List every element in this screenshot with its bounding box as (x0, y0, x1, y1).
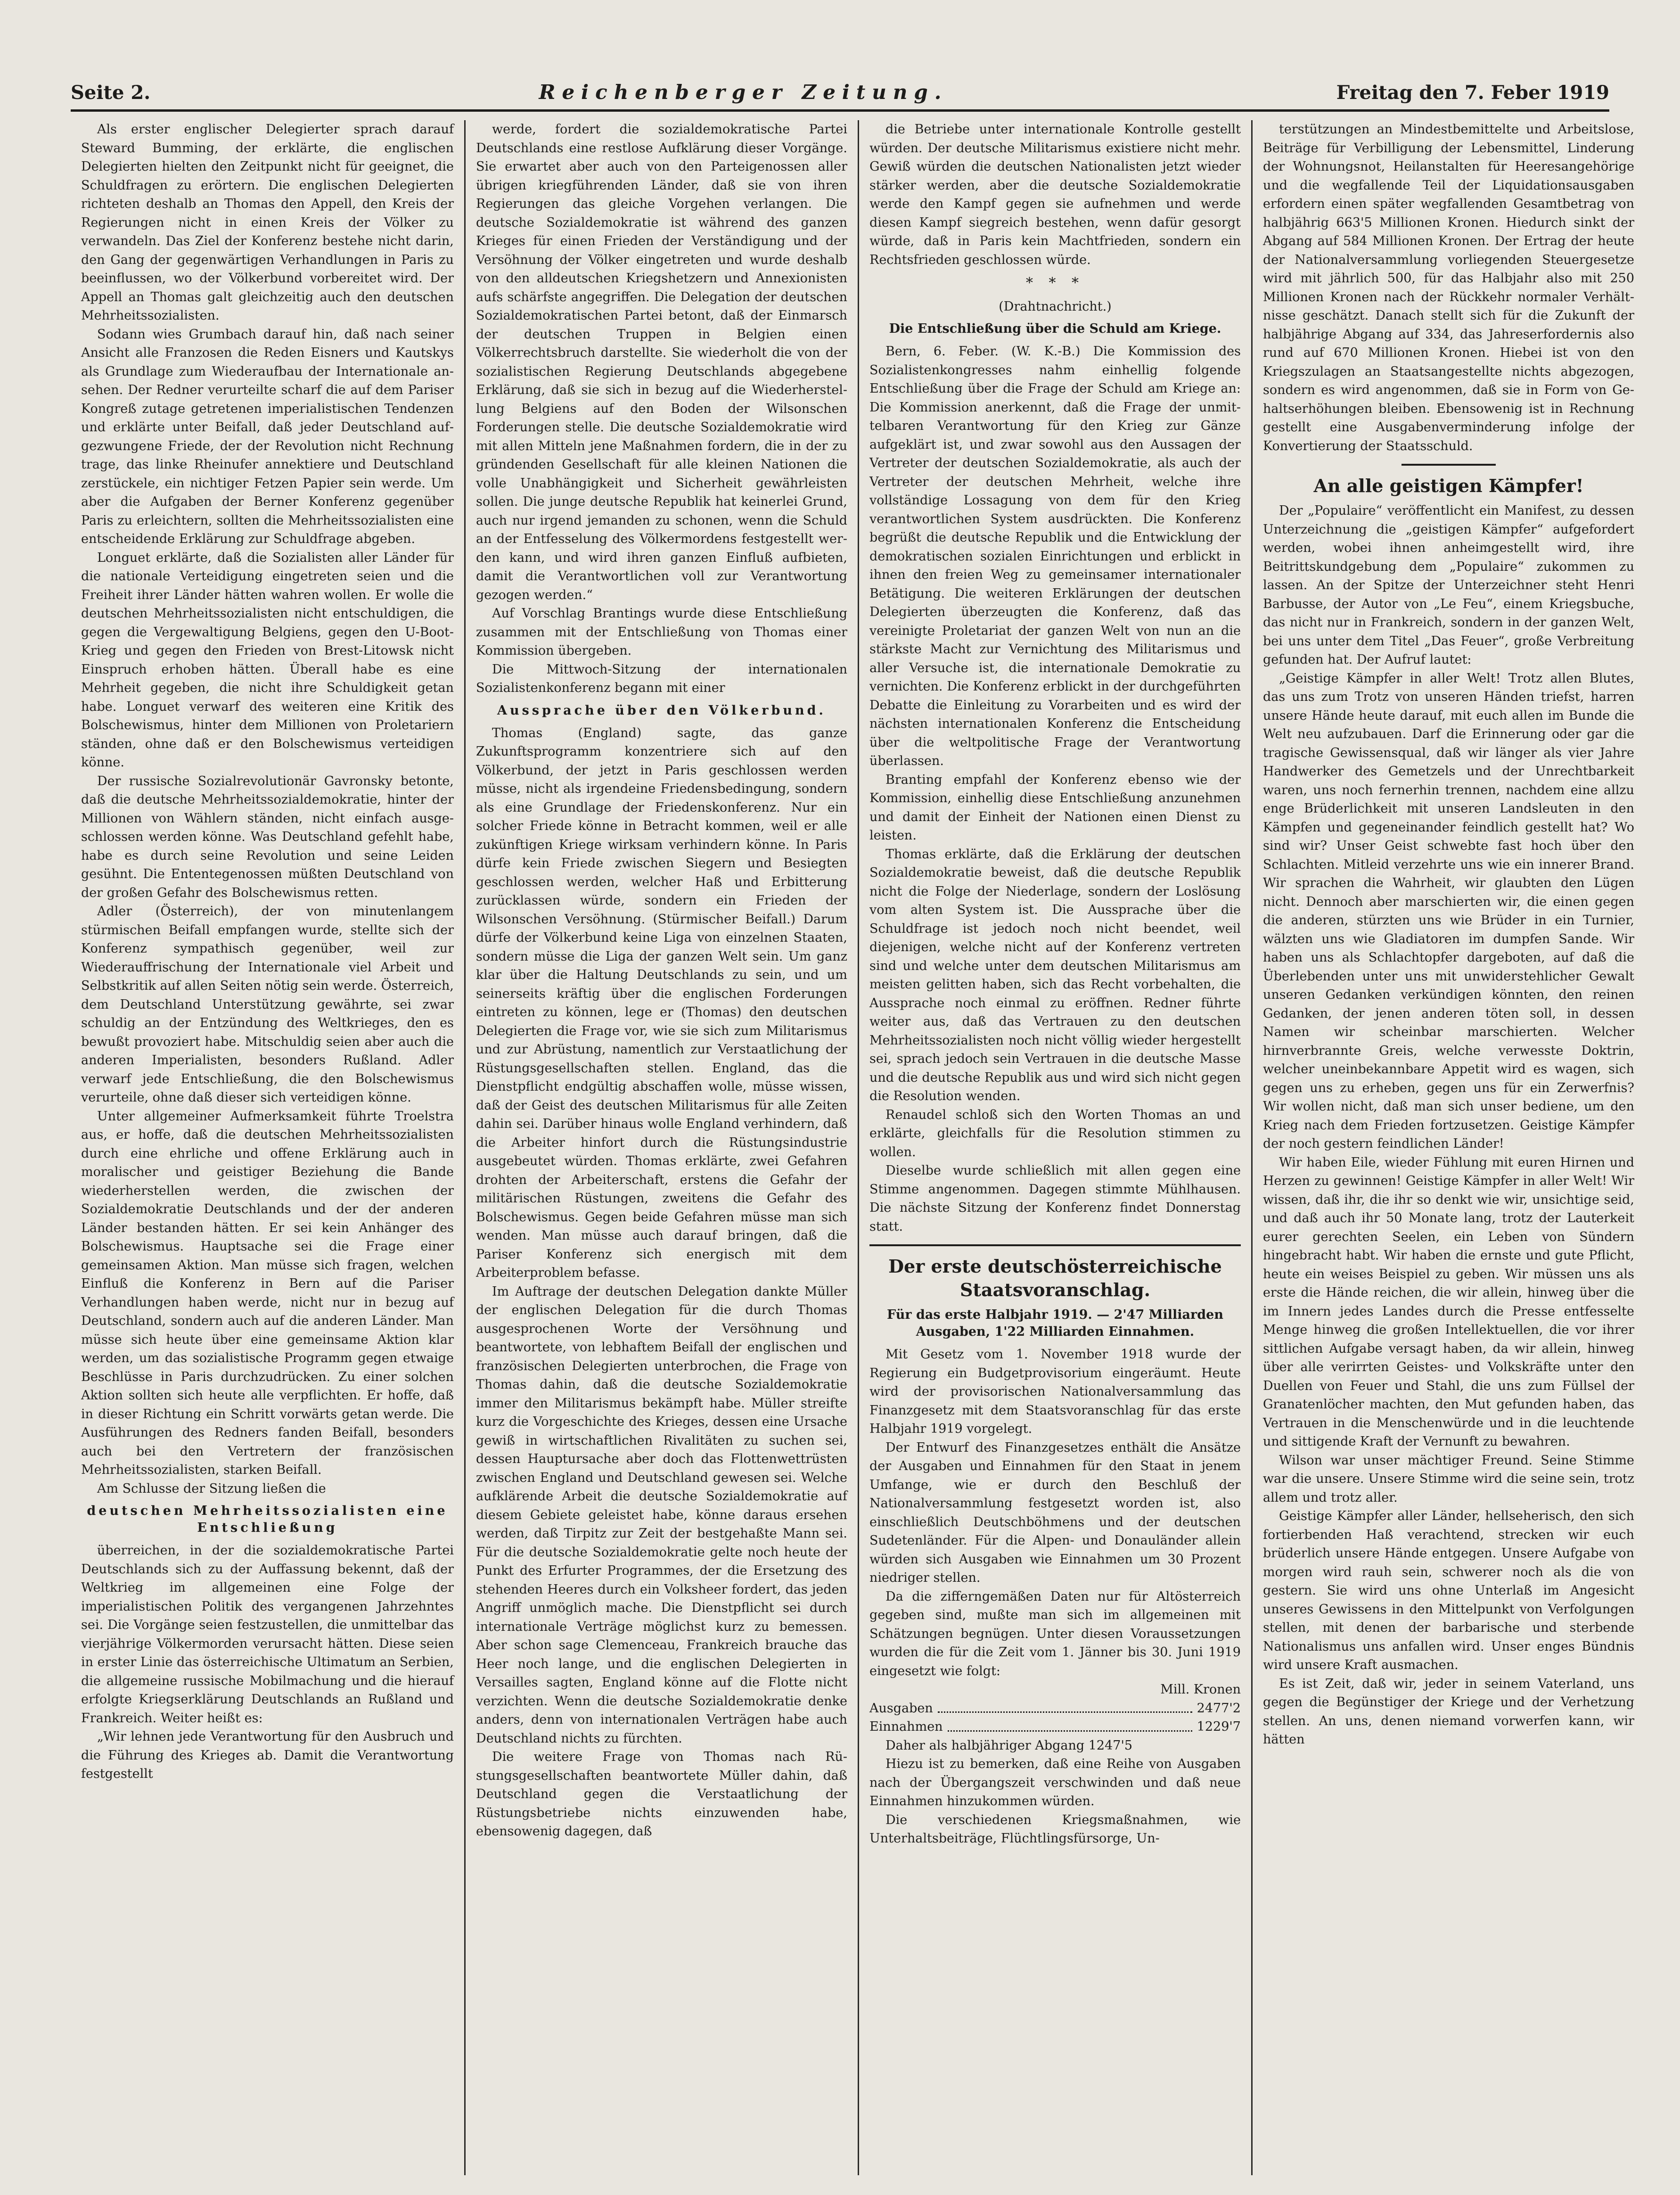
leader-dots (948, 1718, 1192, 1732)
section-subheading: Aussprache über den Völkerbund. (497, 703, 826, 718)
paragraph: Da die zifferngemäßen Daten nur für Altösterreich gegeben sind, mußte man sich im allgemeinen mit Schätzungen begnügen. Unter diesen Voraussetzungen wurden die für die Zeit vom 1. Jänner bis 30. Juni 1919 eingesetzt wie folgt: (869, 1589, 1241, 1678)
paragraph: Renaudel schloß sich den Worten Thomas an und erklärte, gleichfalls für die Resolution stimmen zu wollen. (869, 1107, 1241, 1159)
paragraph: Longuet erklärte, daß die Sozialisten aller Länder für die nationale Verteidigung eingetreten seien und die Freiheit ihrer Länder hätten wahren wollen. Er wolle die deutschen Mehrheitssozialisten nicht entschuldigen, die gegen die Vergewaltigung Belgiens, gegen den U-Boot-Krieg und gegen den Frieden von Brest-Litowsk nicht Einspruch erhoben hätten. Überall habe es eine Mehrheit gegeben, die nicht ihre Schuldigkeit getan habe. Longuet verwarf des weiteren eine Kritik des Bolschewismus, hinter dem Millionen von Proletariern ständen, ohne daß er den Bolschewismus verteidigen könne. (81, 550, 454, 770)
paragraph: die Betriebe unter internationale Kontrolle gestellt würden. Der deutsche Militarismus existiere nicht mehr. Gewiß würden die deutschen Nationalisten jetzt wieder stärker werden, aber die deutsche Sozialdemokratie werde den Kampf gegen sie aufnehmen und werde diesen Kampf siegreich bestehen, wenn dafür gesorgt würde, daß in Paris kein Machtfrieden, sondern ein Rechtsfrieden geschlossen würde. (869, 122, 1241, 267)
paragraph: Geistige Kämpfer aller Länder, hellseherisch, den sich fortierbenden Haß verachtend, strecken wir euch brüderlich unsere Hände entgegen. Unsere Aufgabe von morgen wird rauh sein, schwerer noch als die von gestern. Sie wird uns ohne Unterlaß im Angesicht unseres Gewissens in den Mittelpunkt von Verfolgungen stellen, mit denen der barbarische und sterbende Nationalismus uns anfallen wird. Unser enges Bündnis wird unsere Kraft ausmachen. (1263, 1509, 1634, 1672)
paragraph: Thomas erklärte, daß die Erklärung der deutschen Sozialdemokratie beweist, daß die deutsche Republik nicht die Folge der Niederlage, sondern der Loslösung vom alten System ist. Die Aussprache über die Schuldfrage ist jedoch noch nicht beendet, weil diejenigen, welche nicht auf der Konferenz vertreten sind und welche unter dem deutschen Militarismus am meisten gelitten haben, sich das Recht vorbehalten, die Aussprache noch einmal zu eröffnen. Redner führte weiter aus, daß das Vertrauen zu den deutschen Mehrheitssozialisten noch nicht völlig wieder hergestellt sei, sprach jedoch sein Vertrauen in die deutsche Masse und die deutsche Republik aus und wird sich nicht gegen die Resolution wenden. (869, 847, 1241, 1103)
paragraph: Unter allgemeiner Aufmerksamkeit führte Troelstra aus, er hoffe, daß die deutschen Mehrheitssozialisten durch eine ehrliche und offene Erklärung auch in moralischer und geistiger Beziehung die Bande wiederherstellen werden, die zwischen der Sozialdemokratie Deutschlands und der der anderen Länder bestanden hätten. Er sei kein Anhänger des Bolschewismus. Hauptsache sei die Frage einer gemeinsamen Aktion. Man müsse sich fragen, welchen Einfluß die Konferenz in Bern auf die Pariser Verhandlungen haben werde, nicht nur in bezug auf Deutschland, sondern auch auf die anderen Länder. Man müsse sich heute über eine gemeinsame Aktion klar werden, um das sozialistische Programm gegen etwaige Beschlüsse in Paris durchzudrücken. Zu einer solchen Aktion sollten sich heute alle verpflichten. Er hoffe, daß in dieser Richtung ein Schritt vorwärts getan werde. Die Ausführungen des Redners fanden Beifall, besonders auch bei den Vertretern der französischen Mehrheitssozialisten, starken Beifall. (81, 1109, 454, 1477)
table-value: 1229'7 (1196, 1719, 1241, 1734)
paragraph: Mit Gesetz vom 1. November 1918 wurde der Regierung ein Budgetprovisorium eingeräumt. Heute wird der provisorischen Nationalversammlung das Finanzgesetz mit dem Staatsvoranschlag für das erste Halbjahr 1919 vorgelegt. (869, 1347, 1241, 1436)
paragraph: überreichen, in der die sozialdemokratische Partei Deutschlands sich zu der Auffassung bekennt, daß der Weltkrieg im allgemeinen eine Folge der imperialistischen Politik des vergangenen Jahrzehntes sei. Die Vorgänge seien festzustellen, die unmittelbar das vierjährige Völkermorden verursacht hätten. Diese seien in erster Linie das österreichische Ultimatum an Serbien, die allgemeine russische Mobilmachung und die hierauf erfolgte Kriegserklärung Deutschlands an Rußland und Frankreich. Weiter heißt es: (81, 1543, 454, 1726)
paragraph: Dieselbe wurde schließlich mit allen gegen eine Stimme angenommen. Dagegen stimmte Mühlhausen. Die nächste Sitzung der Konferenz findet Donnerstag statt. (869, 1163, 1241, 1234)
table-row (869, 1718, 1241, 1736)
divider-rule (1401, 464, 1496, 466)
paragraph: Bern, 6. Feber. (W. K.-B.) Die Kommission des Sozialistenkongresses nahm einhellig folgende Entschließung über die Frage der Schuld am Kriege an: Die Kommission anerkennt, daß die Frage der unmittelbaren Verantwortung für den Krieg zur Gänze aufgeklärt ist, und zwar sowohl aus den Aussagen der Vertreter der deutschen Sozialdemokratie, als auch der Vertreter der deutschen Mehrheit, welche ihre vollständige Lossagung von dem für den Krieg verantwortlichen System ausdrückten. Die Konferenz begrüßt die deutsche Republik und die Entwicklung der demokratischen sozialen Einrichtungen und erblickt in ihnen den freien Weg zu gemeinsamer internationaler Betätigung. Die weiteren Erklärungen der deutschen Delegierten überzeugten die Konferenz, daß das vereinigte Proletariat der ganzen Welt von nun an die stärkste Macht zur Vernichtung des Militarismus und aller Versuche ist, die internationale Demokratie zu vernichten. Die Konferenz erblickt in der durchgeführten Debatte die Einleitung zu Vorarbeiten und es wird der nächsten internationalen Konferenz die Entscheidung über die weltpolitische Frage der Verantwortung überlassen. (869, 344, 1241, 768)
leader-dots (938, 1699, 1192, 1713)
columns (71, 120, 1645, 2175)
paragraph: Als erster englischer Delegierter sprach darauf Steward Bumming, der erklärte, die englischen Delegierten hielten den Zeitpunkt nicht für geeignet, die Schuldfragen zu erörtern. Die englischen Delegierten richteten deshalb an Thomas den Appell, den Kreis der Regierungen nicht in einen Kreis der Völker zu verwandeln. Das Ziel der Konferenz bestehe nicht darin, den Gang der gegenwärtigen Verhandlungen in Paris zu beeinflussen, wo der Völkerbund vorbereitet wird. Der Appell an Thomas galt gleichzeitig auch den deutschen Mehrheitssozialisten. (81, 122, 454, 323)
paragraph: „Geistige Kämpfer in aller Welt! Trotz allen Blutes, das uns zum Trotz von unseren Händen triefst, harren unsere Hände heute darauf, mit euch allen im Bunde die Welt neu aufzubauen. Darf die Erinnerung oder gar die tragische Gewissensqual, daß wir länger als vier Jahre Handwerker des Gemetzels und der Unrechtbarkeit waren, uns noch fernerhin trennen, nachdem eine allzu enge Brüderlichkeit mit unseren Landsleuten in den Kämpfen und gegeneinander feindlich gestellt hat? Wo sind wir? Unser Geist schwebte fast hoch über den Schlachten. Mitleid verzehrte uns wie ein innerer Brand. Wir sprachen die Wahrheit, wir glaubten den Lügen nicht. Dennoch aber marschierten wir, die einen gegen die anderen, stürzten uns wie Brüder in ein Turnier, wälzten uns wie Gladiatoren im dumpfen Sande. Wir haben uns als Schlachtopfer dargeboten, auf daß die Überlebenden unter uns mit unwiderstehlicher Gewalt unseren Gedanken verkündigen könnten, den reinen Gedanken, der jenen anderen töten soll, in dessen Namen wir scheinbar marschierten. Welcher hirnverbrannte Greis, welche verwesste Doktrin, welcher uneinbekannbare Appetit wird es wagen, sich gegen uns zu erheben, gegen uns für ein Zerwerfnis? Wir wollen nicht, daß man sich unser bediene, um den Krieg nach dem Frieden fortzusetzen. Geistige Kämpfer der noch gestern feindlichen Länder! (1263, 671, 1634, 1151)
paragraph: Es ist Zeit, daß wir, jeder in seinem Vaterland, uns gegen die Begünstiger der Kriege und der Verhetzung stellen. An uns, denen niemand vorwerfen kann, wir hätten (1263, 1676, 1634, 1747)
section-subheading: deutschen Mehrheitssozialisten eine Entschließung (87, 1504, 448, 1535)
paragraph: Adler (Österreich), der von minutenlangem stürmischen Beifall empfangen wurde, stellte sich der Konferenz sympathisch gegenüber, weil zur Wiederauffrischung der Internationale viel Arbeit und Selbstkritik auf allen Seiten nötig sein werde. Österreich, dem Deutschland Unterstützung gewährte, sei zwar schuldig an der Entzündung des Weltkrieges, den es bewußt provoziert habe. Mitschuldig seien aber auch die anderen Imperialisten, besonders Rußland. Adler verwarf jede Entschließung, die den Bolschewismus verurteile, ohne daß dieser sich verteidigen könne. (81, 904, 454, 1105)
table-label: Einnahmen (869, 1719, 943, 1734)
paragraph: terstützungen an Mindestbemittelte und Arbeitslose, Beiträge für Verbilligung der Lebensmittel, Linderung der Wohnungsnot, Heilanstalten für Heeresangehörige und die wegfallende Teil der Liquidationsausgaben erfordern einen später wegfallenden Gesamtbetrag von halbjährig 663'5 Millionen Kronen. Hiedurch sinkt der Abgang auf 584 Millionen Kronen. Der Ertrag der heute der Nationalversammlung vorliegenden Steuergesetze wird mit jährlich 500, für das Halbjahr also mit 250 Millionen Kronen nach der Rückkehr normaler Verhältnisse geschätzt. Danach stellt sich für die Zukunft der halbjährige Abgang auf 334, das Jahreserfordernis also rund auf 670 Millionen Kronen. Hiebei ist von den Kriegszulagen an Staatsangestellte nichts abgezogen, sondern es wird angenommen, daß sie in Form von Gehaltserhöhungen bleiben. Ebensowenig ist in Rechnung gestellt eine Ausgabenverminderung infolge der Konvertierung der Staatsschuld. (1263, 122, 1634, 453)
paragraph: Branting empfahl der Konferenz ebenso wie der Kommission, einhellig diese Entschließung anzunehmen und damit der Einheit der Nationen einen Dienst zu leisten. (869, 772, 1241, 843)
table-value: 2477'2 (1196, 1701, 1241, 1716)
page-header (71, 71, 1609, 104)
dateline: (Drahtnachricht.) (999, 299, 1112, 314)
paragraph: Daher als halbjähriger Abgang 1247'5 (885, 1738, 1133, 1753)
column-3 (858, 120, 1251, 2175)
paragraph: Thomas (England) sagte, das ganze Zukunftsprogramm konzentriere sich auf den Völkerbund, der jetzt in Paris geschlossen werden müsse, nicht als irgendeine Friedensbedingung, sondern als eine Grundlage der Friedenskonferenz. Nur ein solcher Friede könne in Betracht kommen, weil er alle zukünftigen Kriege wirksam verhindern könne. In Paris dürfe kein Friede zwischen Siegern und Besiegten geschlossen werden, welcher Haß und Erbitterung zurücklassen würde, sondern ein Frieden der Wilsonschen Versöhnung. (Stürmischer Beifall.) Darum dürfe der Völkerbund keine Liga von einzelnen Staaten, sondern müsse die Liga der ganzen Welt sein. Um ganz klar über die Haltung Deutschlands zu sein, und um seinerseits kräftig über die englischen Forderungen eintreten zu können, lege er (Thomas) den deutschen Delegierten die Frage vor, wie sie sich zum Militarismus und zur Abrüstung, namentlich zur Verstaatlichung der Rüstungsgesellschaften stellen. England, das die Dienstpflicht endgültig abschaffen wolle, müsse wissen, daß der Geist des deutschen Militarismus für alle Zeiten dahin sei. Darüber hinaus wolle England verhindern, daß die Arbeiter hinfort durch die Rüstungsindustrie ausgebeutet würden. Thomas erklärte, zwei Gefahren drohten der Arbeiterschaft, erstens die Gefahr der militärischen Rüstungen, zweitens die Gefahr des Bolschewismus. Gegen beide Gefahren müsse man sich wenden. Man müsse auch darauf bringen, daß die Pariser Konferenz sich energisch mit dem Arbeiterproblem befasse. (476, 725, 847, 1280)
paragraph: werde, fordert die sozialdemokratische Partei Deutschlands eine restlose Aufklärung dieser Vorgänge. Sie erwartet aber auch von den Parteigenossen aller übrigen kriegführenden Länder, daß sie von ihren Regierungen das gleiche Vorgehen verlangen. Die deutsche Sozialdemokratie ist während des ganzen Krieges für einen Frieden der Verständigung und der Versöhnung der Völker eingetreten und wurde deshalb von den alldeutschen Kriegshetzern und Annexionisten aufs schärfste angegriffen. Die Delegation der deutschen Sozialdemokratischen Partei betont, daß der Einmarsch der deutschen Truppen in Belgien einen Völkerrechtsbruch darstellte. Sie wiederholt die von der sozialistischen Regierung Deutschlands abgegebene Erklärung, daß sie sich in bezug auf die Wiederherstellung Belgiens auf den Boden der Wilsonschen Forderungen stelle. Die deutsche Sozialdemokratie wird mit allen Mitteln jene Maßnahmen fordern, die in der zu gründenden Gesellschaft für alle kleinen Nationen die volle Unabhängigkeit und Sicherheit gewährleisten sollen. Die junge deutsche Republik hat keinerlei Grund, auch nur irgend jemanden zu schonen, wenn die Schuld an der Entfesselung des Völkermordens festgestellt werden kann, und wird ihren ganzen Einfluß aufbieten, damit die Verantwortlichen voll zur Verantwortung gezogen werden.“ (476, 122, 847, 602)
article-subheadline: Für das erste Halbjahr 1919. — 2'47 Milliarden Ausgaben, 1'22 Milliarden Einnahmen. (887, 1307, 1223, 1339)
column-1 (71, 120, 464, 2175)
paragraph: Hiezu ist zu bemerken, daß eine Reihe von Ausgaben nach der Übergangszeit verschwinden und daß neue Einnahmen hinzukommen würden. (869, 1757, 1241, 1809)
paragraph: Im Auftrage der deutschen Delegation dankte Müller der englischen Delegation für die durch Thomas ausgesprochenen Worte der Versöhnung und beantwortete, von lebhaftem Beifall der englischen und französischen Delegierten unterbrochen, die Frage von Thomas dahin, daß die deutsche Sozialdemokratie immer den Militarismus bekämpft habe. Müller streifte kurz die Vorgeschichte des Krieges, dessen eine Ursache gewiß in wirtschaftlichen Rivalitäten zu suchen sei, dessen Hauptursache aber doch das Flottenwettrüsten zwischen England und Deutschland gewesen sei. Welche aufklärende Arbeit die deutsche Sozialdemokratie auf diesem Gebiete geleistet habe, könne daraus ersehen werden, daß Tirpitz zur Zeit der bestgehaßte Mann sei. Für die deutsche Sozialdemokratie gelte noch heute der Punkt des Erfurter Programmes, der die Ersetzung des stehenden Heeres durch ein Volksheer fordert, das jeden Angriff unmöglich mache. Die Dienstpflicht sei durch internationale Verträge möglichst kurz zu bemessen. Aber schon sage Clemenceau, Frankreich brauche das Heer noch lange, und die englischen Delegierten in Versailles sagten, England könne auf die Flotte nicht verzichten. Wenn die deutsche Sozialdemokratie denke anders, denn von internationalen Verträgen habe auch Deutschland nichts zu fürchten. (476, 1284, 847, 1746)
table-row (869, 1699, 1241, 1718)
article-headline: An alle geistigen Kämpfer! (1313, 475, 1584, 496)
paragraph: Sodann wies Grumbach darauf hin, daß nach seiner Ansicht alle Franzosen die Reden Eisners und Kautskys als Grundlage zum Wiederaufbau der Internationale ansehen. Der Redner verurteilte scharf die auf dem Pariser Kongreß zutage getretenen imperialistischen Tendenzen und erklärte unter Beifall, daß jeder Deutschland aufgezwungene Friede, der der Revolution nicht Rechnung trage, das linke Rheinufer annektiere und Deutschland zerstückele, ein nichtiger Fetzen Papier sein werde. Um aber die Aufgaben der Berner Konferenz gegenüber Paris zu erleichtern, sollten die Mehrheitssozialisten eine entscheidende Erklärung zur Schuldfrage abgeben. (81, 327, 454, 546)
paragraph: Auf Vorschlag Brantings wurde diese Entschließung zusammen mit der Entschließung von Thomas einer Kommission übergeben. (476, 606, 847, 658)
paragraph: Die verschiedenen Kriegsmaßnahmen, wie Unterhaltsbeiträge, Flüchtlingsfürsorge, Un- (869, 1812, 1241, 1846)
section-subheading: Die Entschließung über die Schuld am Kriege. (889, 321, 1221, 336)
page-number: Seite 2. (71, 82, 151, 104)
article-headline: Der erste deutschösterreichische Staatsvoranschlag. (888, 1256, 1222, 1300)
paragraph: Wir haben Eile, wieder Fühlung mit euren Hirnen und Herzen zu gewinnen! Geistige Kämpfer in aller Welt! Wir wissen, daß ihr, die ihr so denkt wie wir, unsichtige seid, und daß auch ihr 50 Monate lang, trotz der Lauterkeit eurer gerechten Seelen, ein Leben von Sündern hingebracht habt. Wir haben die ernste und gute Pflicht, heute ein weises Beispiel zu geben. Wir müssen uns als erste die Hände reichen, die wir allein, hinweg über die im Innern jedes Landes durch die Presse entfesselte Menge hinweg die großen Intellektuellen, die vor ihrer sittlichen Aufgabe versagt haben, da wir allein, hinweg über alle verirrten Geistes- und Volkskräfte unter den Duellen von Feuer und Stahl, die uns zum Füllsel der Granatenlöcher machten, den Mut gefunden haben, das Vertrauen in die Menschenwürde und in die leuchtende und sittigende Kraft der Vernunft zu bewahren. (1263, 1155, 1634, 1449)
paragraph: Am Schlusse der Sitzung ließen die (97, 1481, 326, 1496)
paragraph: Der Entwurf des Finanzgesetzes enthält die Ansätze der Ausgaben und Einnahmen für den Staat in jenem Umfange, wie er durch den Beschluß der Nationalversammlung festgesetzt worden ist, also einschließlich Deutschböhmens und der deutschen Sudetenländer. Für die Alpen- und Donauländer allein würden sich Ausgaben wie Einnahmen um 30 Prozent niedriger stellen. (869, 1440, 1241, 1585)
column-2 (464, 120, 858, 2175)
paragraph: Wilson war unser mächtiger Freund. Seine Stimme war die unsere. Unsere Stimme wird die seine sein, trotz allem und trotz aller. (1263, 1453, 1634, 1505)
newspaper-title: Reichenberger Zeitung. (539, 81, 948, 104)
paragraph: „Wir lehnen jede Verantwortung für den Ausbruch und die Führung des Krieges ab. Damit die Verantwortung festgestellt (81, 1729, 454, 1781)
table-unit: Mill. Kronen (1160, 1682, 1241, 1697)
paragraph: Die Mittwoch-Sitzung der internationalen Sozialistenkonferenz begann mit einer (476, 662, 847, 695)
paragraph: Der russische Sozialrevolutionär Gavronsky betonte, daß die deutsche Mehrheitssozialdemokratie, hinter der Millionen von Wählern ständen, nicht einfach ausgeschlossen werden könne. Was Deutschland gefehlt habe, habe es durch seine Revolution und seine Leiden gesühnt. Die Ententegenossen müßten Deutschland von der großen Gefahr des Bolschewismus retten. (81, 773, 454, 900)
divider-rule (869, 1244, 1241, 1246)
column-4 (1251, 120, 1645, 2175)
section-divider: * * * (1025, 275, 1085, 291)
paragraph: Die weitere Frage von Thomas nach Rüstungsgesellschaften beantwortete Müller dahin, daß Deutschland gegen die Verstaatlichung der Rüstungsbetriebe nichts einzuwenden habe, ebensowenig dagegen, daß (476, 1750, 847, 1839)
header-rule (71, 109, 1609, 112)
paragraph: Der „Populaire“ veröffentlicht ein Manifest, zu dessen Unterzeichnung die „geistigen Kämpfer“ aufgefordert werden, wobei ihnen anheimgestellt wird, ihre Beitrittskundgebung dem „Populaire“ zukommen zu lassen. An der Spitze der Unterzeichner steht Henri Barbusse, der Autor von „Le Feu“, einem Kriegsbuche, das nicht nur in Frankreich, sondern in der ganzen Welt, bei uns unter dem Titel „Das Feuer“, große Verbreitung gefunden hat. Der Aufruf lautet: (1263, 503, 1634, 667)
table-label: Ausgaben (869, 1701, 933, 1716)
issue-date: Freitag den 7. Feber 1919 (1336, 82, 1609, 104)
